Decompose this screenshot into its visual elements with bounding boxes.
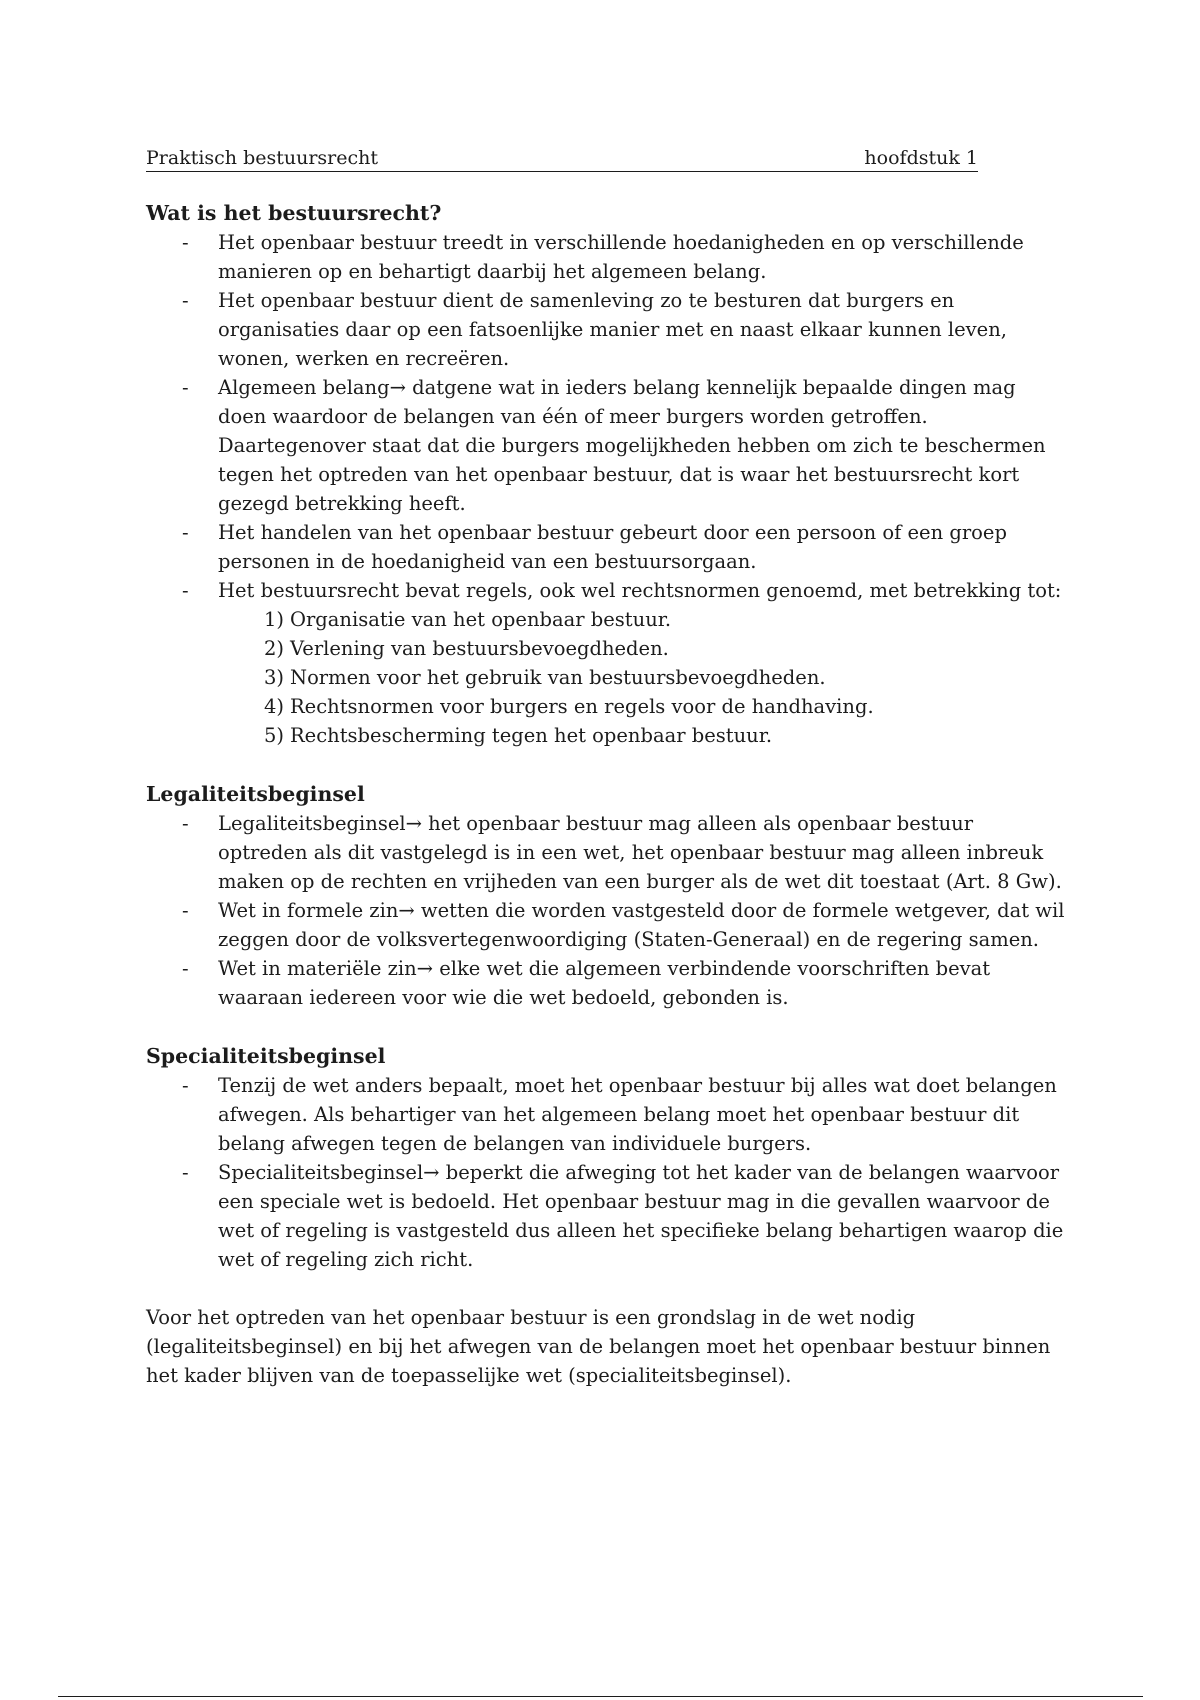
section-title: Legaliteitsbeginsel	[146, 782, 365, 806]
bullet-text: Het handelen van het openbaar bestuur gebeurt door een persoon of een groep personen in de hoedanigheid van een bestuursorgaan.	[218, 521, 1007, 573]
bullet-marker: -	[182, 579, 189, 602]
item-number: 3)	[263, 666, 284, 689]
bullet-item	[146, 954, 1066, 1012]
item-number: 5)	[263, 724, 284, 747]
page-header	[146, 146, 978, 172]
document-body	[146, 198, 1066, 1390]
bullet-text: Specialiteitsbeginsel→ beperkt die afweging tot het kader van de belangen waarvoor een speciale wet is bedoeld. Het openbaar bestuur mag in die gevallen waarvoor de wet of regeling is vastgesteld dus alleen het specifieke belang behartigen waarop die wet of regeling zich richt.	[218, 1161, 1064, 1271]
section-specialiteitsbeginsel	[146, 1041, 1066, 1274]
bullet-item	[146, 286, 1066, 373]
footer-rule	[58, 1696, 1143, 1697]
bullet-marker: -	[182, 376, 189, 399]
section-legaliteitsbeginsel	[146, 779, 1066, 1012]
bullet-text: Het openbaar bestuur treedt in verschillende hoedanigheden en op verschillende manieren op en behartigt daarbij het algemeen belang.	[218, 231, 1024, 283]
section-title: Wat is het bestuursrecht?	[146, 201, 442, 225]
bullet-marker: -	[182, 899, 189, 922]
bullet-text: Legaliteitsbeginsel→ het openbaar bestuur mag alleen als openbaar bestuur optreden als dit vastgelegd is in een wet, het openbaar bestuur mag alleen inbreuk maken op de rechten en vrijheden van een burger als de wet dit toestaat (Art. 8 Gw).	[218, 812, 1062, 893]
item-text: Verlening van bestuursbevoegdheden.	[290, 637, 669, 660]
bullet-item	[146, 896, 1066, 954]
numbered-item	[218, 692, 1066, 721]
bullet-text: Wet in formele zin→ wetten die worden vastgesteld door de formele wetgever, dat wil zeggen door de volksvertegenwoordiging (Staten-Generaal) en de regering samen.	[218, 899, 1065, 951]
item-text: Normen voor het gebruik van bestuursbevoegdheden.	[290, 666, 826, 689]
numbered-list	[218, 605, 1066, 750]
bullet-marker: -	[182, 1161, 189, 1184]
closing-paragraph: Voor het optreden van het openbaar bestuur is een grondslag in de wet nodig (legaliteitsbeginsel) en bij het afwegen van de belangen moet het openbaar bestuur binnen het kader blijven van de toepasselijke wet (specialiteitsbeginsel).	[146, 1306, 1051, 1387]
bullet-list	[146, 809, 1066, 1012]
bullet-list	[146, 228, 1066, 750]
item-text: Organisatie van het openbaar bestuur.	[290, 608, 672, 631]
bullet-item	[146, 809, 1066, 896]
numbered-item	[218, 634, 1066, 663]
bullet-marker: -	[182, 957, 189, 980]
bullet-item	[146, 1071, 1066, 1158]
header-chapter: hoofdstuk 1	[864, 147, 978, 169]
bullet-marker: -	[182, 231, 189, 254]
bullet-marker: -	[182, 521, 189, 544]
item-number: 1)	[263, 608, 284, 631]
bullet-item	[146, 518, 1066, 576]
bullet-item	[146, 1158, 1066, 1274]
bullet-item	[146, 373, 1066, 518]
bullet-list	[146, 1071, 1066, 1274]
bullet-text: Tenzij de wet anders bepaalt, moet het openbaar bestuur bij alles wat doet belangen afwegen. Als behartiger van het algemeen belang moet het openbaar bestuur dit belang afwegen tegen de belangen van individuele burgers.	[218, 1074, 1057, 1155]
bullet-marker: -	[182, 812, 189, 835]
bullet-text: Algemeen belang→ datgene wat in ieders belang kennelijk bepaalde dingen mag doen waardoor de belangen van één of meer burgers worden getroffen. Daartegenover staat dat die burgers mogelijkheden hebben om zich te beschermen tegen het optreden van het openbaar bestuur, dat is waar het bestuursrecht kort gezegd betrekking heeft.	[218, 376, 1046, 515]
bullet-marker: -	[182, 1074, 189, 1097]
section-title: Specialiteitsbeginsel	[146, 1044, 386, 1068]
numbered-item	[218, 605, 1066, 634]
section-bestuursrecht	[146, 198, 1066, 750]
bullet-item	[146, 228, 1066, 286]
item-number: 4)	[263, 695, 284, 718]
numbered-item	[218, 663, 1066, 692]
numbered-item	[218, 721, 1066, 750]
bullet-text: Wet in materiële zin→ elke wet die algemeen verbindende voorschriften bevat waaraan iedereen voor wie die wet bedoeld, gebonden is.	[218, 957, 991, 1009]
bullet-text: Het bestuursrecht bevat regels, ook wel rechtsnormen genoemd, met betrekking tot:	[218, 579, 1062, 602]
item-text: Rechtsbescherming tegen het openbaar bestuur.	[290, 724, 773, 747]
bullet-item	[146, 576, 1066, 750]
item-text: Rechtsnormen voor burgers en regels voor de handhaving.	[290, 695, 874, 718]
bullet-text: Het openbaar bestuur dient de samenleving zo te besturen dat burgers en organisaties daar op een fatsoenlijke manier met en naast elkaar kunnen leven, wonen, werken en recreëren.	[218, 289, 1007, 370]
header-course-title: Praktisch bestuursrecht	[146, 147, 379, 169]
bullet-marker: -	[182, 289, 189, 312]
item-number: 2)	[263, 637, 284, 660]
